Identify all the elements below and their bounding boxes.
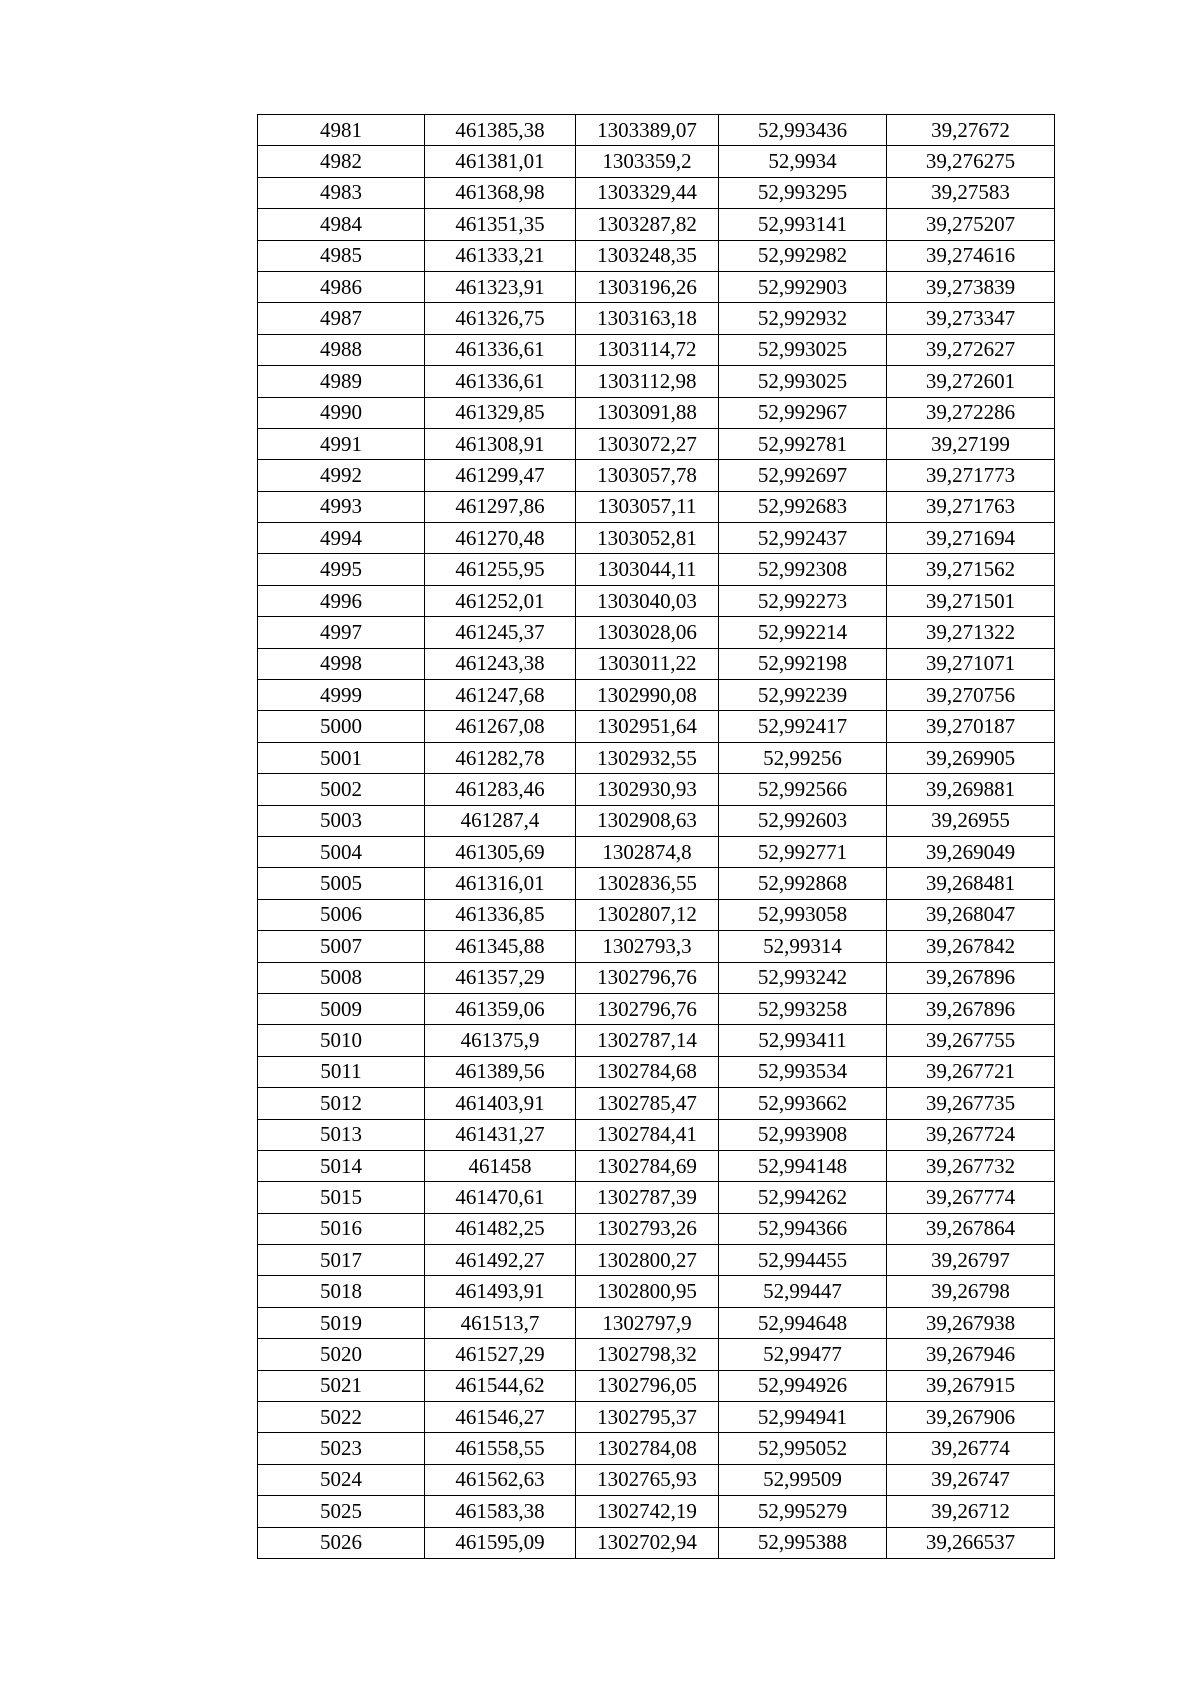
point-number-cell: 4999 [258,680,425,711]
latitude-cell: 52,9934 [719,146,887,177]
latitude-cell: 52,992417 [719,711,887,742]
x-coordinate-cell: 461546,27 [425,1402,576,1433]
y-coordinate-cell: 1302796,76 [576,993,719,1024]
table-row [258,1056,1055,1087]
x-coordinate-cell: 461595,09 [425,1527,576,1558]
latitude-cell: 52,994941 [719,1402,887,1433]
longitude-cell: 39,26955 [887,805,1055,836]
longitude-cell: 39,27583 [887,177,1055,208]
y-coordinate-cell: 1302784,69 [576,1150,719,1181]
table-row [258,146,1055,177]
table-row [258,1213,1055,1244]
table-row [258,1433,1055,1464]
y-coordinate-cell: 1303057,78 [576,460,719,491]
table-row [258,1370,1055,1401]
x-coordinate-cell: 461329,85 [425,397,576,428]
point-number-cell: 4987 [258,303,425,334]
x-coordinate-cell: 461326,75 [425,303,576,334]
longitude-cell: 39,267864 [887,1213,1055,1244]
table-row [258,366,1055,397]
y-coordinate-cell: 1302784,68 [576,1056,719,1087]
x-coordinate-cell: 461470,61 [425,1182,576,1213]
latitude-cell: 52,992603 [719,805,887,836]
table-row [258,240,1055,271]
longitude-cell: 39,267946 [887,1339,1055,1370]
latitude-cell: 52,993242 [719,962,887,993]
longitude-cell: 39,267896 [887,962,1055,993]
y-coordinate-cell: 1303028,06 [576,617,719,648]
longitude-cell: 39,27672 [887,115,1055,146]
coordinate-table [257,114,1055,1559]
longitude-cell: 39,271562 [887,554,1055,585]
longitude-cell: 39,267774 [887,1182,1055,1213]
point-number-cell: 5026 [258,1527,425,1558]
x-coordinate-cell: 461308,91 [425,428,576,459]
table-row [258,1150,1055,1181]
latitude-cell: 52,99509 [719,1464,887,1495]
x-coordinate-cell: 461544,62 [425,1370,576,1401]
y-coordinate-cell: 1302795,37 [576,1402,719,1433]
longitude-cell: 39,267724 [887,1119,1055,1150]
longitude-cell: 39,267896 [887,993,1055,1024]
y-coordinate-cell: 1302793,3 [576,931,719,962]
table-row [258,1527,1055,1558]
latitude-cell: 52,995388 [719,1527,887,1558]
y-coordinate-cell: 1302787,14 [576,1025,719,1056]
latitude-cell: 52,992982 [719,240,887,271]
point-number-cell: 5010 [258,1025,425,1056]
point-number-cell: 4992 [258,460,425,491]
y-coordinate-cell: 1303040,03 [576,585,719,616]
x-coordinate-cell: 461297,86 [425,491,576,522]
latitude-cell: 52,994648 [719,1307,887,1338]
longitude-cell: 39,26798 [887,1276,1055,1307]
longitude-cell: 39,269881 [887,774,1055,805]
point-number-cell: 4998 [258,648,425,679]
y-coordinate-cell: 1303248,35 [576,240,719,271]
longitude-cell: 39,271071 [887,648,1055,679]
latitude-cell: 52,99477 [719,1339,887,1370]
longitude-cell: 39,271501 [887,585,1055,616]
longitude-cell: 39,271773 [887,460,1055,491]
latitude-cell: 52,994455 [719,1245,887,1276]
table-row [258,1402,1055,1433]
latitude-cell: 52,992214 [719,617,887,648]
y-coordinate-cell: 1302742,19 [576,1496,719,1527]
point-number-cell: 5012 [258,1088,425,1119]
latitude-cell: 52,992198 [719,648,887,679]
y-coordinate-cell: 1303163,18 [576,303,719,334]
coordinate-table-body [258,115,1055,1559]
table-row [258,962,1055,993]
y-coordinate-cell: 1302793,26 [576,1213,719,1244]
y-coordinate-cell: 1303057,11 [576,491,719,522]
y-coordinate-cell: 1302787,39 [576,1182,719,1213]
point-number-cell: 4984 [258,209,425,240]
point-number-cell: 5024 [258,1464,425,1495]
table-row [258,303,1055,334]
point-number-cell: 5011 [258,1056,425,1087]
y-coordinate-cell: 1302765,93 [576,1464,719,1495]
y-coordinate-cell: 1302951,64 [576,711,719,742]
x-coordinate-cell: 461583,38 [425,1496,576,1527]
x-coordinate-cell: 461493,91 [425,1276,576,1307]
point-number-cell: 5001 [258,742,425,773]
latitude-cell: 52,993025 [719,366,887,397]
point-number-cell: 4985 [258,240,425,271]
longitude-cell: 39,267732 [887,1150,1055,1181]
table-row [258,931,1055,962]
latitude-cell: 52,992683 [719,491,887,522]
y-coordinate-cell: 1302908,63 [576,805,719,836]
y-coordinate-cell: 1302807,12 [576,899,719,930]
x-coordinate-cell: 461357,29 [425,962,576,993]
table-row [258,115,1055,146]
x-coordinate-cell: 461368,98 [425,177,576,208]
table-row [258,1339,1055,1370]
longitude-cell: 39,267842 [887,931,1055,962]
table-row [258,523,1055,554]
x-coordinate-cell: 461283,46 [425,774,576,805]
table-row [258,1307,1055,1338]
latitude-cell: 52,992273 [719,585,887,616]
y-coordinate-cell: 1303196,26 [576,271,719,302]
table-row [258,648,1055,679]
latitude-cell: 52,99256 [719,742,887,773]
longitude-cell: 39,267755 [887,1025,1055,1056]
x-coordinate-cell: 461482,25 [425,1213,576,1244]
point-number-cell: 4996 [258,585,425,616]
x-coordinate-cell: 461323,91 [425,271,576,302]
point-number-cell: 5019 [258,1307,425,1338]
latitude-cell: 52,993025 [719,334,887,365]
x-coordinate-cell: 461359,06 [425,993,576,1024]
point-number-cell: 5022 [258,1402,425,1433]
point-number-cell: 4986 [258,271,425,302]
x-coordinate-cell: 461282,78 [425,742,576,773]
y-coordinate-cell: 1302796,05 [576,1370,719,1401]
x-coordinate-cell: 461558,55 [425,1433,576,1464]
point-number-cell: 5007 [258,931,425,962]
table-row [258,177,1055,208]
longitude-cell: 39,267938 [887,1307,1055,1338]
table-row [258,680,1055,711]
longitude-cell: 39,271763 [887,491,1055,522]
table-row [258,836,1055,867]
longitude-cell: 39,26747 [887,1464,1055,1495]
x-coordinate-cell: 461492,27 [425,1245,576,1276]
x-coordinate-cell: 461267,08 [425,711,576,742]
point-number-cell: 5008 [258,962,425,993]
y-coordinate-cell: 1303052,81 [576,523,719,554]
latitude-cell: 52,992932 [719,303,887,334]
longitude-cell: 39,270756 [887,680,1055,711]
y-coordinate-cell: 1302785,47 [576,1088,719,1119]
table-row [258,271,1055,302]
point-number-cell: 4995 [258,554,425,585]
latitude-cell: 52,992566 [719,774,887,805]
x-coordinate-cell: 461336,61 [425,366,576,397]
y-coordinate-cell: 1302930,93 [576,774,719,805]
longitude-cell: 39,267735 [887,1088,1055,1119]
x-coordinate-cell: 461336,85 [425,899,576,930]
x-coordinate-cell: 461299,47 [425,460,576,491]
table-row [258,585,1055,616]
y-coordinate-cell: 1302797,9 [576,1307,719,1338]
y-coordinate-cell: 1302990,08 [576,680,719,711]
point-number-cell: 5020 [258,1339,425,1370]
latitude-cell: 52,992308 [719,554,887,585]
point-number-cell: 5009 [258,993,425,1024]
latitude-cell: 52,994926 [719,1370,887,1401]
point-number-cell: 4981 [258,115,425,146]
longitude-cell: 39,27199 [887,428,1055,459]
point-number-cell: 5018 [258,1276,425,1307]
x-coordinate-cell: 461247,68 [425,680,576,711]
x-coordinate-cell: 461305,69 [425,836,576,867]
point-number-cell: 4983 [258,177,425,208]
table-row [258,868,1055,899]
latitude-cell: 52,993534 [719,1056,887,1087]
latitude-cell: 52,992239 [719,680,887,711]
x-coordinate-cell: 461385,38 [425,115,576,146]
y-coordinate-cell: 1303072,27 [576,428,719,459]
x-coordinate-cell: 461287,4 [425,805,576,836]
table-row [258,209,1055,240]
longitude-cell: 39,266537 [887,1527,1055,1558]
longitude-cell: 39,275207 [887,209,1055,240]
x-coordinate-cell: 461513,7 [425,1307,576,1338]
latitude-cell: 52,995052 [719,1433,887,1464]
x-coordinate-cell: 461562,63 [425,1464,576,1495]
longitude-cell: 39,270187 [887,711,1055,742]
longitude-cell: 39,26712 [887,1496,1055,1527]
y-coordinate-cell: 1302932,55 [576,742,719,773]
point-number-cell: 5021 [258,1370,425,1401]
point-number-cell: 4997 [258,617,425,648]
table-row [258,1182,1055,1213]
longitude-cell: 39,272627 [887,334,1055,365]
point-number-cell: 5016 [258,1213,425,1244]
latitude-cell: 52,992437 [719,523,887,554]
y-coordinate-cell: 1302836,55 [576,868,719,899]
point-number-cell: 4989 [258,366,425,397]
longitude-cell: 39,26797 [887,1245,1055,1276]
latitude-cell: 52,995279 [719,1496,887,1527]
latitude-cell: 52,994262 [719,1182,887,1213]
x-coordinate-cell: 461381,01 [425,146,576,177]
latitude-cell: 52,993411 [719,1025,887,1056]
latitude-cell: 52,992967 [719,397,887,428]
y-coordinate-cell: 1302702,94 [576,1527,719,1558]
table-row [258,617,1055,648]
table-row [258,993,1055,1024]
x-coordinate-cell: 461333,21 [425,240,576,271]
table-row [258,1276,1055,1307]
latitude-cell: 52,993058 [719,899,887,930]
point-number-cell: 4988 [258,334,425,365]
x-coordinate-cell: 461458 [425,1150,576,1181]
x-coordinate-cell: 461345,88 [425,931,576,962]
point-number-cell: 5000 [258,711,425,742]
latitude-cell: 52,993436 [719,115,887,146]
y-coordinate-cell: 1302800,27 [576,1245,719,1276]
y-coordinate-cell: 1303044,11 [576,554,719,585]
table-row [258,711,1055,742]
x-coordinate-cell: 461375,9 [425,1025,576,1056]
table-row [258,554,1055,585]
point-number-cell: 4993 [258,491,425,522]
point-number-cell: 5017 [258,1245,425,1276]
x-coordinate-cell: 461243,38 [425,648,576,679]
x-coordinate-cell: 461316,01 [425,868,576,899]
table-row [258,899,1055,930]
table-row [258,742,1055,773]
longitude-cell: 39,267906 [887,1402,1055,1433]
longitude-cell: 39,273347 [887,303,1055,334]
point-number-cell: 4994 [258,523,425,554]
point-number-cell: 5023 [258,1433,425,1464]
x-coordinate-cell: 461252,01 [425,585,576,616]
point-number-cell: 5003 [258,805,425,836]
x-coordinate-cell: 461403,91 [425,1088,576,1119]
point-number-cell: 5013 [258,1119,425,1150]
longitude-cell: 39,273839 [887,271,1055,302]
longitude-cell: 39,269049 [887,836,1055,867]
table-row [258,397,1055,428]
x-coordinate-cell: 461270,48 [425,523,576,554]
table-row [258,428,1055,459]
point-number-cell: 5006 [258,899,425,930]
table-row [258,460,1055,491]
table-row [258,774,1055,805]
latitude-cell: 52,994148 [719,1150,887,1181]
latitude-cell: 52,992697 [719,460,887,491]
longitude-cell: 39,271322 [887,617,1055,648]
longitude-cell: 39,268047 [887,899,1055,930]
x-coordinate-cell: 461245,37 [425,617,576,648]
y-coordinate-cell: 1303389,07 [576,115,719,146]
table-row [258,491,1055,522]
latitude-cell: 52,993295 [719,177,887,208]
y-coordinate-cell: 1303329,44 [576,177,719,208]
latitude-cell: 52,992868 [719,868,887,899]
table-row [258,1496,1055,1527]
latitude-cell: 52,992903 [719,271,887,302]
table-row [258,805,1055,836]
latitude-cell: 52,993662 [719,1088,887,1119]
longitude-cell: 39,26774 [887,1433,1055,1464]
y-coordinate-cell: 1303114,72 [576,334,719,365]
y-coordinate-cell: 1302874,8 [576,836,719,867]
point-number-cell: 5004 [258,836,425,867]
point-number-cell: 5005 [258,868,425,899]
y-coordinate-cell: 1302796,76 [576,962,719,993]
x-coordinate-cell: 461527,29 [425,1339,576,1370]
x-coordinate-cell: 461351,35 [425,209,576,240]
longitude-cell: 39,267915 [887,1370,1055,1401]
longitude-cell: 39,274616 [887,240,1055,271]
point-number-cell: 5025 [258,1496,425,1527]
latitude-cell: 52,993141 [719,209,887,240]
latitude-cell: 52,99447 [719,1276,887,1307]
table-row [258,1245,1055,1276]
point-number-cell: 5014 [258,1150,425,1181]
y-coordinate-cell: 1303287,82 [576,209,719,240]
longitude-cell: 39,276275 [887,146,1055,177]
y-coordinate-cell: 1303359,2 [576,146,719,177]
longitude-cell: 39,268481 [887,868,1055,899]
longitude-cell: 39,267721 [887,1056,1055,1087]
y-coordinate-cell: 1302784,41 [576,1119,719,1150]
table-row [258,1088,1055,1119]
y-coordinate-cell: 1303011,22 [576,648,719,679]
latitude-cell: 52,993258 [719,993,887,1024]
x-coordinate-cell: 461389,56 [425,1056,576,1087]
table-row [258,1119,1055,1150]
latitude-cell: 52,99314 [719,931,887,962]
x-coordinate-cell: 461431,27 [425,1119,576,1150]
point-number-cell: 5015 [258,1182,425,1213]
latitude-cell: 52,992771 [719,836,887,867]
x-coordinate-cell: 461255,95 [425,554,576,585]
y-coordinate-cell: 1302784,08 [576,1433,719,1464]
y-coordinate-cell: 1302800,95 [576,1276,719,1307]
table-row [258,334,1055,365]
point-number-cell: 5002 [258,774,425,805]
latitude-cell: 52,992781 [719,428,887,459]
y-coordinate-cell: 1302798,32 [576,1339,719,1370]
longitude-cell: 39,272601 [887,366,1055,397]
longitude-cell: 39,269905 [887,742,1055,773]
y-coordinate-cell: 1303091,88 [576,397,719,428]
table-row [258,1464,1055,1495]
x-coordinate-cell: 461336,61 [425,334,576,365]
longitude-cell: 39,271694 [887,523,1055,554]
latitude-cell: 52,993908 [719,1119,887,1150]
table-row [258,1025,1055,1056]
y-coordinate-cell: 1303112,98 [576,366,719,397]
point-number-cell: 4982 [258,146,425,177]
longitude-cell: 39,272286 [887,397,1055,428]
point-number-cell: 4990 [258,397,425,428]
latitude-cell: 52,994366 [719,1213,887,1244]
point-number-cell: 4991 [258,428,425,459]
